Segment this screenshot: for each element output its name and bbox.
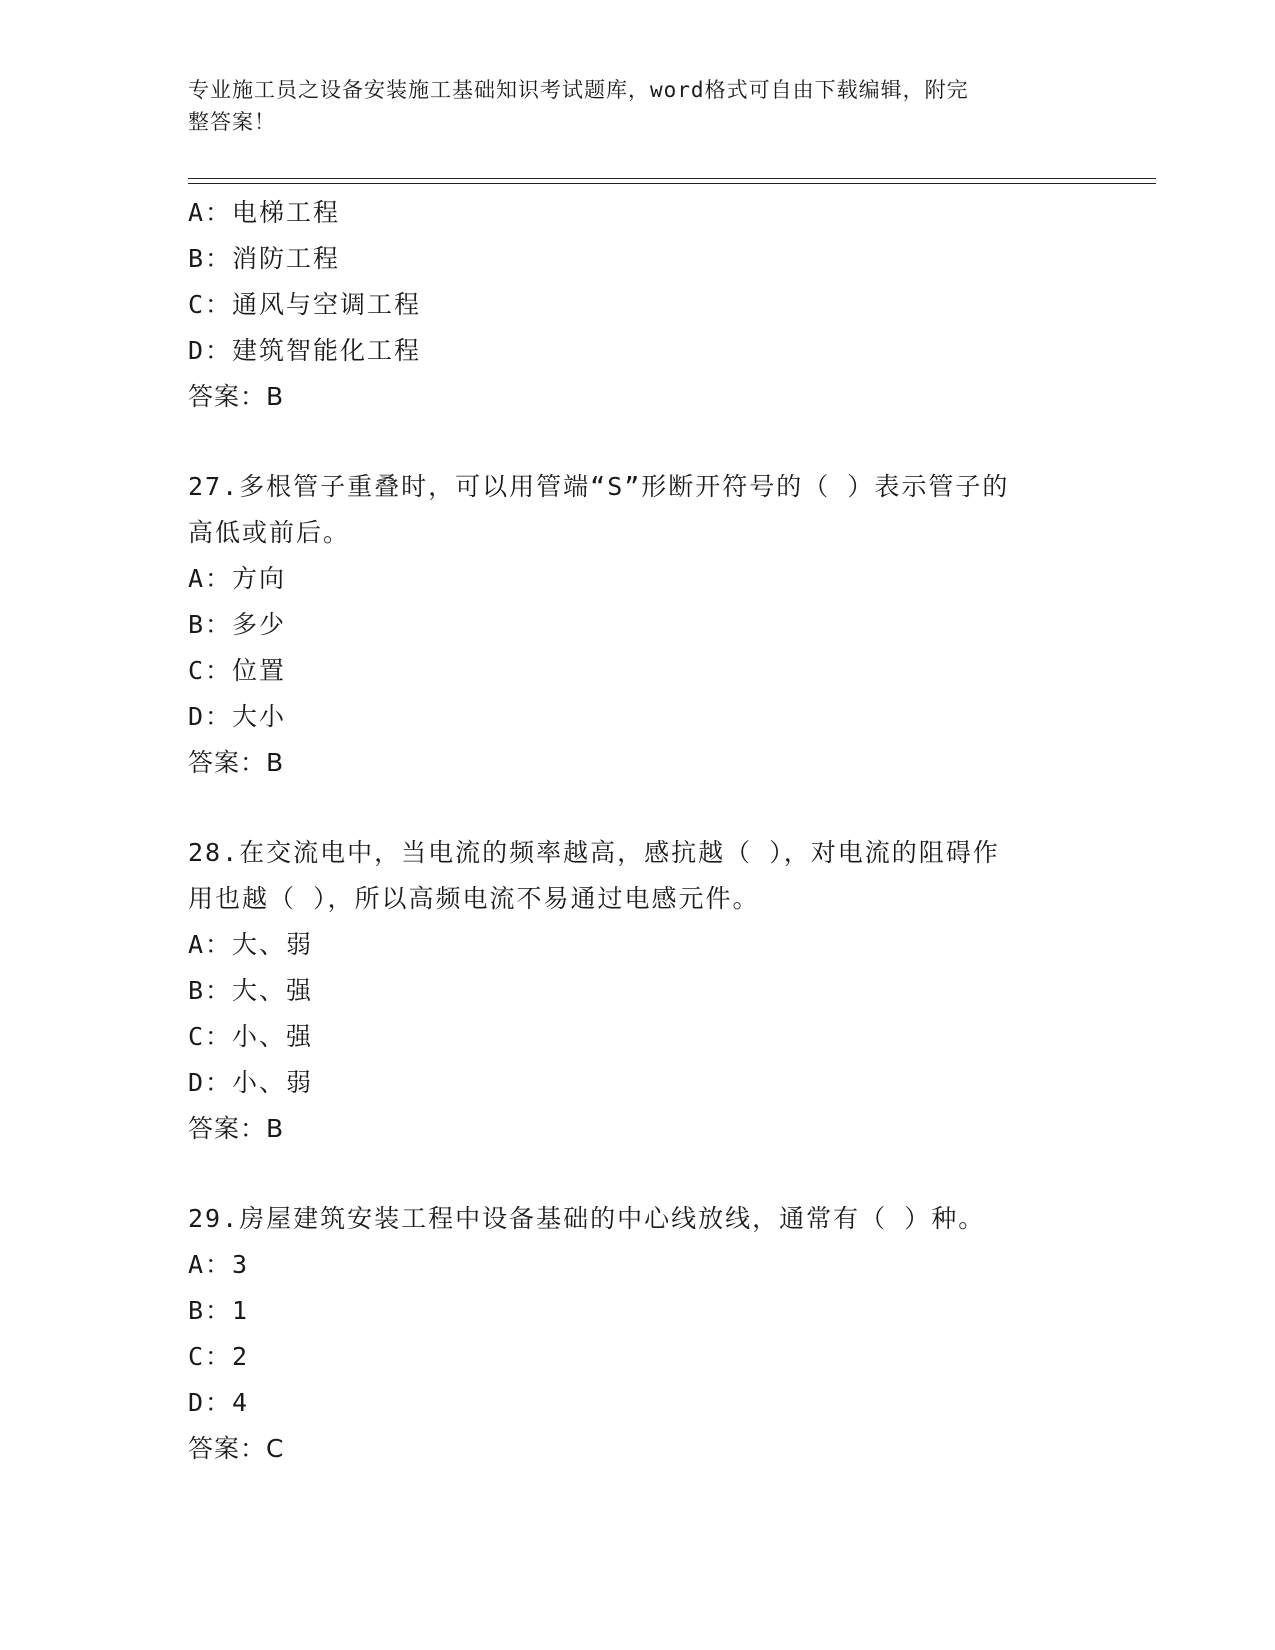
option-b: B：1 (188, 1296, 250, 1325)
option-a: A：方向 (188, 564, 287, 593)
option-c: C：2 (188, 1342, 250, 1371)
answer-line: 答案：B (188, 382, 285, 411)
option-a: A：3 (188, 1250, 250, 1279)
option-d: D：建筑智能化工程 (188, 336, 422, 365)
option-b: B：多少 (188, 610, 287, 639)
option-d: D：小、弱 (188, 1068, 314, 1097)
answer-line: 答案：C (188, 1434, 285, 1463)
option-c: C：小、强 (188, 1022, 314, 1051)
header-line-2: 整答案！ (188, 110, 276, 134)
question-text-line-2: 用也越（ ），所以高频电流不易通过电感元件。 (188, 884, 760, 913)
question-29-block (188, 1196, 1088, 1472)
document-header (188, 74, 1068, 138)
header-divider-top (188, 178, 1156, 179)
question-text-line-1: 27.多根管子重叠时，可以用管端“S”形断开符号的（ ）表示管子的 (188, 472, 1010, 501)
option-d: D：大小 (188, 702, 287, 731)
option-c: C：位置 (188, 656, 287, 685)
question-27-block (188, 464, 1088, 786)
header-divider-bottom (188, 183, 1156, 184)
question-text-line-1: 29.房屋建筑安装工程中设备基础的中心线放线，通常有（ ）种。 (188, 1204, 986, 1233)
option-b: B：大、强 (188, 976, 314, 1005)
answer-line: 答案：B (188, 748, 285, 777)
option-a: A：大、弱 (188, 930, 314, 959)
option-c: C：通风与空调工程 (188, 290, 422, 319)
header-line-1: 专业施工员之设备安装施工基础知识考试题库，word格式可自由下载编辑，附完 (188, 78, 969, 102)
question-text-line-1: 28.在交流电中，当电流的频率越高，感抗越（ ），对电流的阻碍作 (188, 838, 1000, 867)
question-26-block (188, 190, 1088, 420)
answer-line: 答案：B (188, 1114, 285, 1143)
question-28-block (188, 830, 1088, 1152)
question-text-line-2: 高低或前后。 (188, 518, 351, 547)
option-b: B：消防工程 (188, 244, 341, 273)
question-list (188, 190, 1088, 1472)
option-d: D：4 (188, 1388, 250, 1417)
option-a: A：电梯工程 (188, 198, 341, 227)
